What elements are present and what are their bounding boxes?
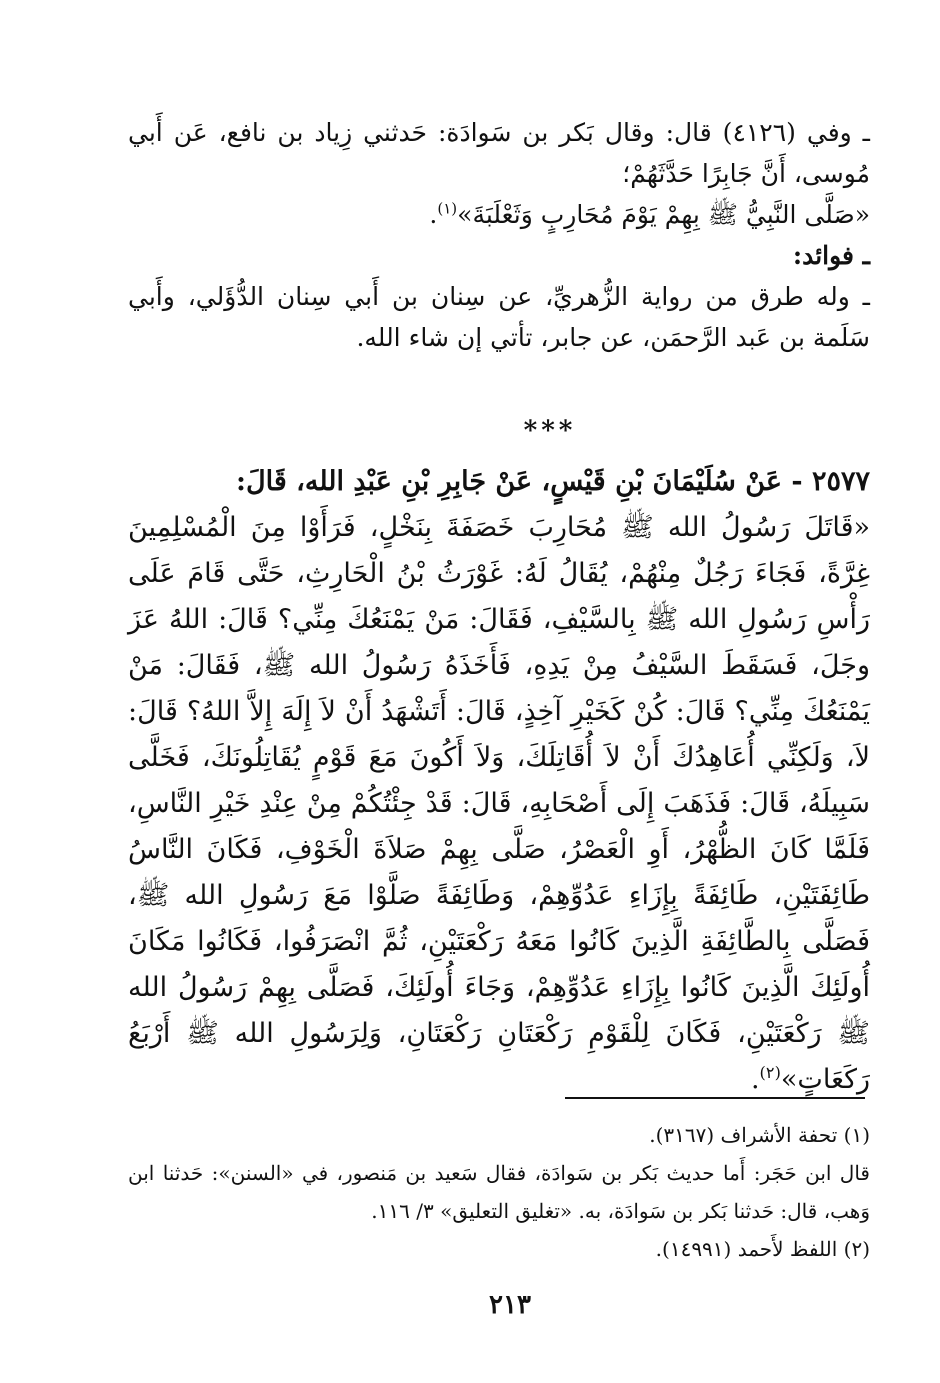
quote-1 xyxy=(128,194,870,235)
hadith-body-text: «قَاتَلَ رَسُولُ الله ﷺ مُحَارِبَ خَصَفَةَ بِنَخْلٍ، فَرَأَوْا مِنَ الْمُسْلِمِينَ غِرَّةً، فَجَاءَ رَجُلٌ مِنْهُمْ، يُقَالُ لَهُ: غَوْرَثُ بْنُ الْحَارِثِ، حَتَّى قَامَ عَلَى رَأْسِ رَسُولِ الله ﷺ بِالسَّيْفِ، فَقَالَ: مَنْ يَمْنَعُكَ مِنِّي؟ قَالَ: اللهُ عَزَ وجَلَ، فَسَقَطَ السَّيْفُ مِنْ يَدِهِ، فَأَخَذَهُ رَسُولُ الله ﷺ، فَقَالَ: مَنْ يَمْنَعُكَ مِنِّي؟ قَالَ: كُنْ كَخَيْرِ آخِذٍ، قَالَ: أَتَشْهَدُ أَنْ لاَ إِلَهَ إِلاَّ اللهُ؟ قَالَ: لاَ، وَلَكِنِّي أُعَاهِدُكَ أَنْ لاَ أُقَاتِلَكَ، وَلاَ أَكُونَ مَعَ قَوْمٍ يُقَاتِلُونَكَ، فَخَلَّى سَبِيلَهُ، قَالَ: فَذَهَبَ إِلَى أَصْحَابِهِ، قَالَ: قَدْ جِئْتُكُمْ مِنْ عِنْدِ خَيْرِ النَّاسِ، فَلَمَّا كَانَ الظُّهْرُ، أَوِ الْعَصْرُ، صَلَّى بِهِمْ صَلاَةَ الْخَوْفِ، فَكَانَ النَّاسُ طَائِفَتَيْنِ، طَائِفَةً بِإِزَاءِ عَدُوِّهِمْ، وَطَائِفَةً صَلَّوْا مَعَ رَسُولِ الله ﷺ، فَصَلَّى بِالطَّائِفَةِ الَّذِينَ كَانُوا مَعَهُ رَكْعَتَيْنِ، ثُمَّ انْصَرَفُوا، فَكَانُوا مَكَانَ أُولَئِكَ الَّذِينَ كَانُوا بِإِزَاءِ عَدُوِّهِمْ، وَجَاءَ أُولَئِكَ، فَصَلَّى بِهِمْ رَسُولُ الله ﷺ رَكْعَتَيْنِ، فَكَانَ لِلْقَوْمِ رَكْعَتَانِ رَكْعَتَانِ، وَلِرَسُولِ الله ﷺ أَرْبَعُ رَكَعَاتٍ» xyxy=(128,512,870,1095)
hadith-body xyxy=(128,505,870,1103)
hadith-section xyxy=(128,459,870,1103)
footnote-2: (٢) اللفظ لأَحمد (١٤٩٩١). xyxy=(655,1237,870,1261)
page-number: ٢١٣ xyxy=(489,1290,531,1320)
footnote-ref-2: (٢) xyxy=(759,1063,781,1082)
footnote-1-note: قال ابن حَجَر: أَما حديث بَكر بن سَوادَة، فقال سَعيد بن مَنصور، في «السنن»: حَدثنا ابن وَهب، قال: حَدثنا بَكر بن سَوادَة، به. «تغليق التعليق» ٣/ ١١٦. xyxy=(128,1161,870,1223)
section-separator: *** xyxy=(523,416,577,446)
footnotes-section xyxy=(128,1116,870,1268)
benefits-label: ـ فوائد: xyxy=(792,241,870,270)
quote-1-end: . xyxy=(429,200,438,229)
top-section xyxy=(128,112,870,358)
hadith-heading: ٢٥٧٧ - عَنْ سُلَيْمَانَ بْنِ قَيْسٍ، عَنْ جَابِرِ بْنِ عَبْدِ الله، قَالَ: xyxy=(236,466,870,497)
hadith-body-end: . xyxy=(750,1064,760,1095)
footnote-1: (١) تحفة الأشراف (٣١٦٧). xyxy=(649,1123,870,1147)
footnote-ref-1: (١) xyxy=(437,199,458,218)
footnote-divider xyxy=(565,1097,865,1099)
paragraph-1: ـ وفي (٤١٢٦) قال: وقال بَكر بن سَوادَة: حَدثني زِياد بن نافع، عَن أَبي مُوسى، أَنَّ جَابِرًا حَدَّثَهُمْ؛ xyxy=(128,118,870,188)
quote-1-text: «صَلَّى النَّبِيُّ ﷺ بِهِمْ يَوْمَ مُحَارِبٍ وَثَعْلَبَةَ» xyxy=(457,200,870,229)
paragraph-2: ـ وله طرق من رواية الزُّهريِّ، عن سِنان بن أَبي سِنان الدُّؤَلي، وأَبي سَلَمة بن عَبد الرَّحمَن، عن جابر، تأتي إن شاء الله. xyxy=(128,282,870,352)
